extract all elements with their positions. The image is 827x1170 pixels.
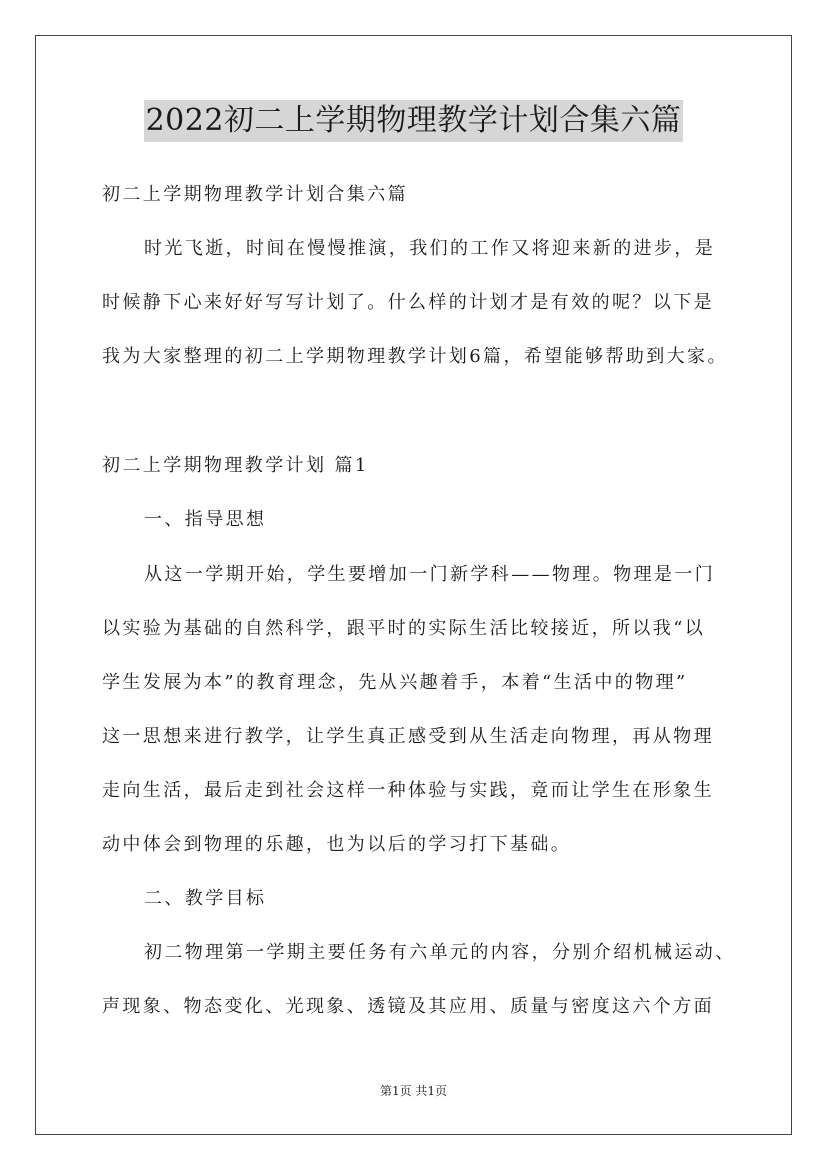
intro-line: 我为大家整理的初二上学期物理教学计划6篇，希望能够帮助到大家。	[102, 346, 728, 367]
document-title	[0, 100, 827, 142]
part1-heading: 一、指导思想	[144, 509, 267, 530]
part1-line: 动中体会到物理的乐趣，也为以后的学习打下基础。	[102, 834, 572, 855]
part1-line: 走向生活，最后走到社会这样一种体验与实践，竟而让学生在形象生	[102, 780, 714, 801]
part1-line: 以实验为基础的自然科学，跟平时的实际生活比较接近，所以我“以	[102, 618, 706, 639]
part2-line: 初二物理第一学期主要任务有六单元的内容，分别介绍机械运动、	[144, 942, 736, 963]
part1-line: 从这一学期开始，学生要增加一门新学科——物理。物理是一门	[144, 564, 716, 585]
intro-line: 时候静下心来好好写写计划了。什么样的计划才是有效的呢？以下是	[102, 292, 714, 313]
part1-line: 学生发展为本”的教育理念，先从兴趣着手，本着“生活中的物理”	[102, 672, 688, 693]
document-title-text: 2022初二上学期物理教学计划合集六篇	[144, 100, 684, 142]
document-subtitle: 初二上学期物理教学计划合集六篇	[102, 184, 408, 205]
part2-line: 声现象、物态变化、光现象、透镜及其应用、质量与密度这六个方面	[102, 996, 714, 1017]
intro-line: 时光飞逝，时间在慢慢推演，我们的工作又将迎来新的进步，是	[144, 238, 716, 259]
part2-heading: 二、教学目标	[144, 888, 267, 909]
part1-line: 这一思想来进行教学，让学生真正感受到从生活走向物理，再从物理	[102, 726, 714, 747]
page-number-footer: 第1页 共1页	[379, 1084, 448, 1098]
section-heading: 初二上学期物理教学计划 篇1	[102, 455, 369, 476]
